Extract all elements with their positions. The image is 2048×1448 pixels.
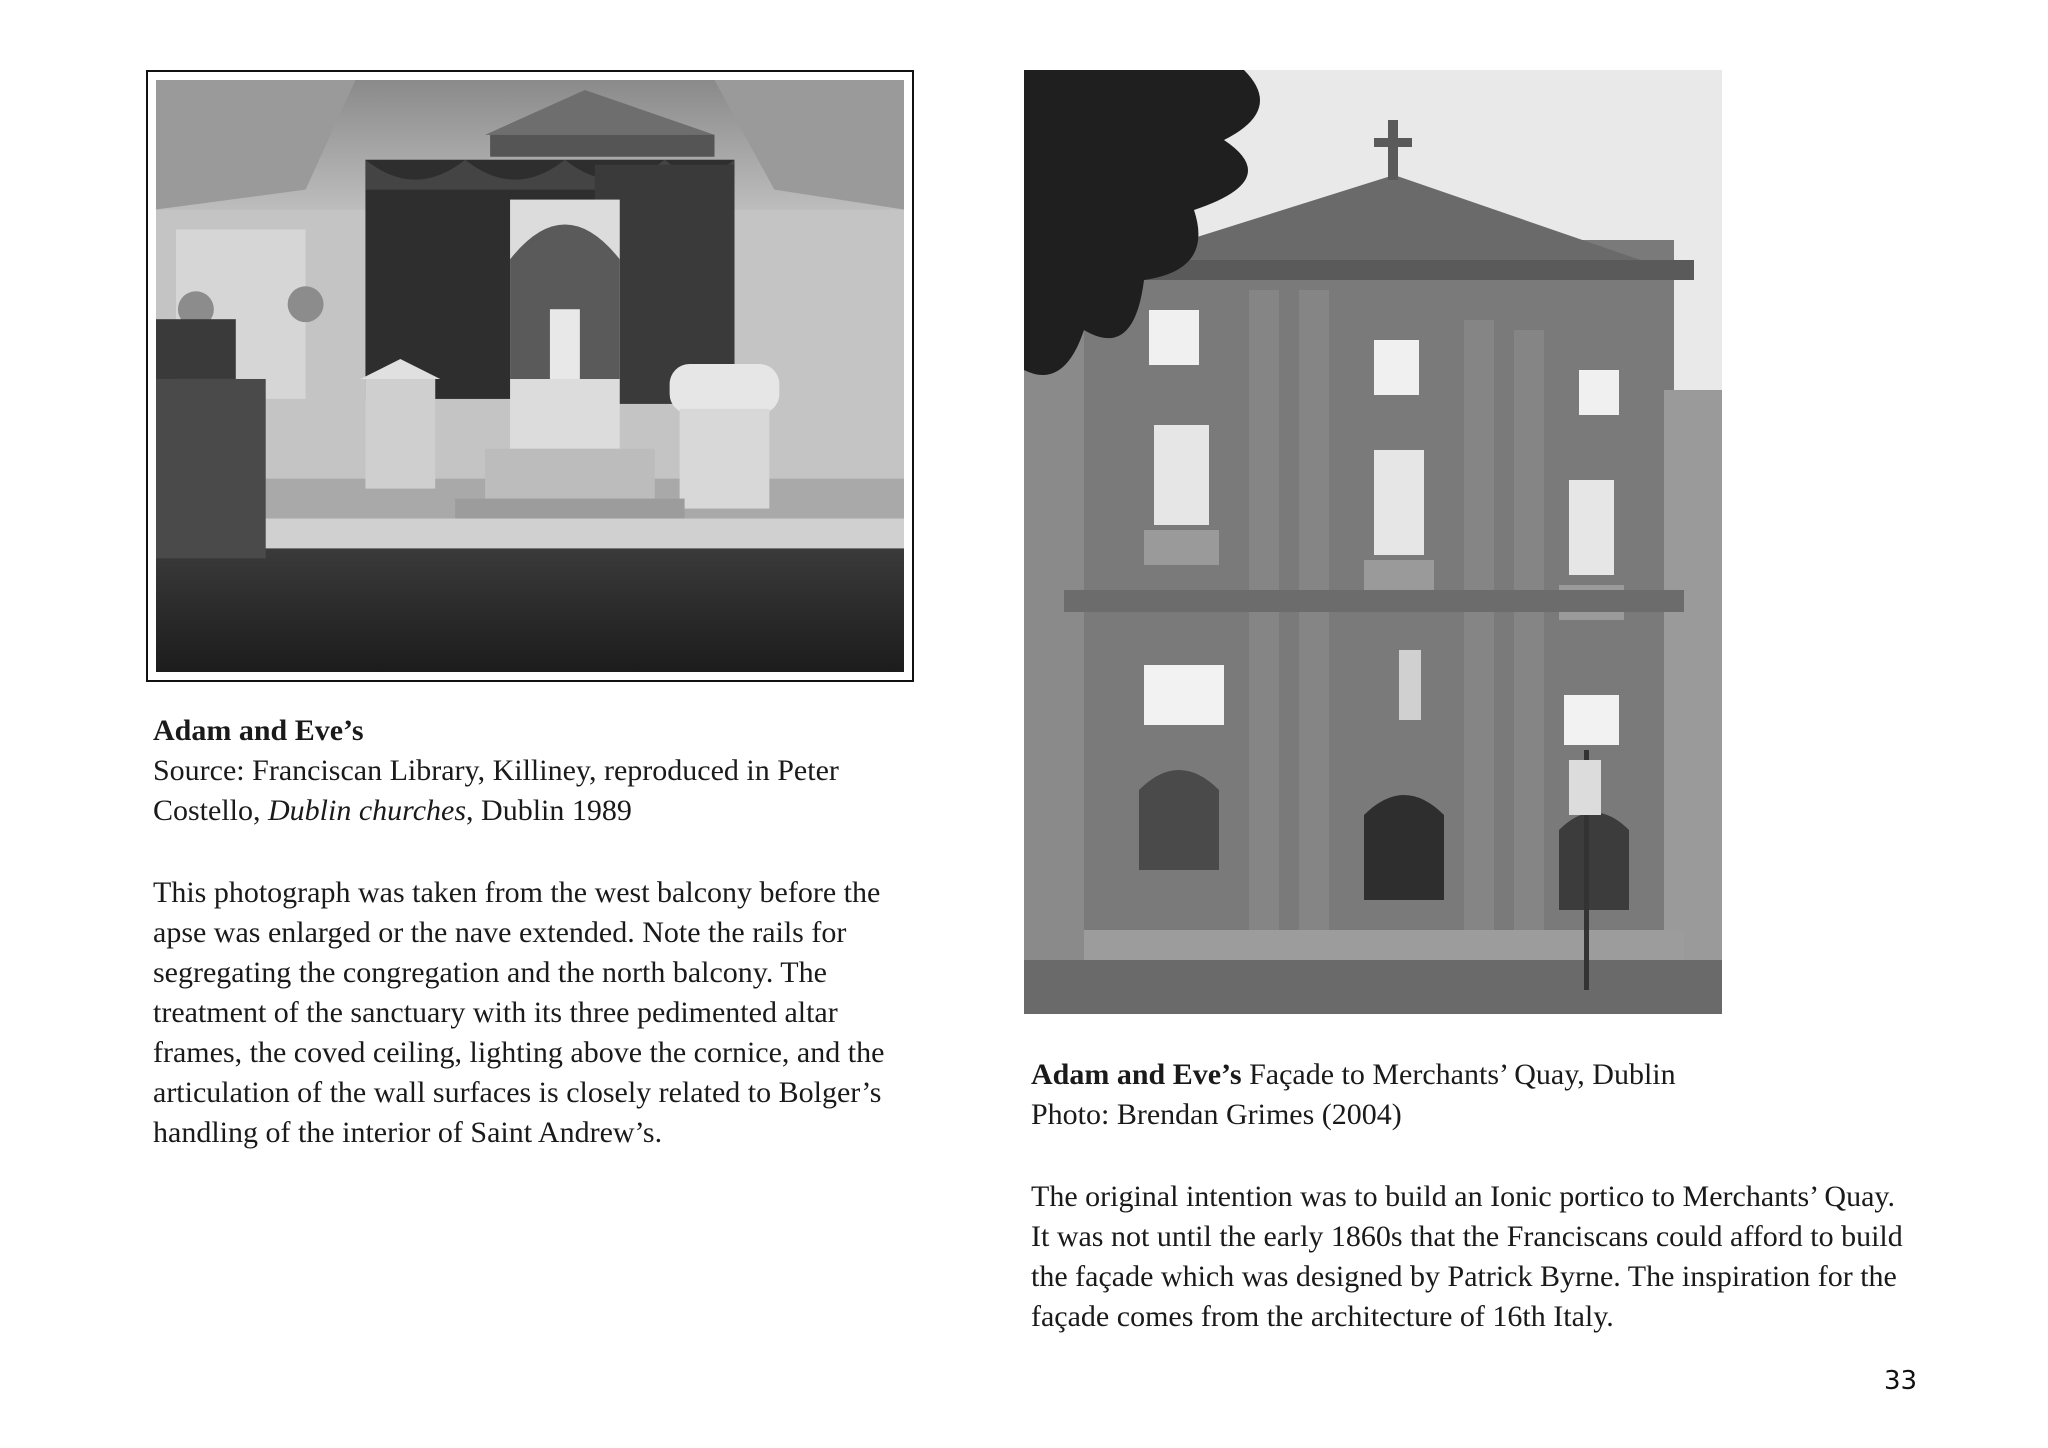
facade-caption-photo-credit: Photo: Brendan Grimes (2004) <box>1031 1098 1402 1131</box>
interior-description-line: segregating the congregation and the north balcony. The <box>153 956 827 989</box>
interior-description <box>153 873 913 1153</box>
facade-photograph <box>1024 70 1722 1014</box>
facade-description-line: It was not until the early 1860s that the Franciscans could afford to build <box>1031 1220 1903 1253</box>
facade-caption <box>1031 1055 1751 1135</box>
interior-description-line: treatment of the sanctuary with its three pedimented altar <box>153 996 838 1029</box>
interior-description-line: frames, the coved ceiling, lighting above the cornice, and the <box>153 1036 885 1069</box>
interior-caption-source-2 <box>153 791 913 831</box>
interior-description-line: apse was enlarged or the nave extended. Note the rails for <box>153 916 847 949</box>
interior-photo-image <box>156 80 904 672</box>
interior-caption <box>153 711 913 831</box>
facade-caption-title-line <box>1031 1055 1751 1095</box>
facade-caption-title: Adam and Eve’s <box>1031 1058 1242 1091</box>
facade-description-line: façade comes from the architecture of 16th Italy. <box>1031 1300 1614 1333</box>
source-book-title: Dublin churches <box>268 794 467 827</box>
source-line-2-post: , Dublin 1989 <box>466 794 632 827</box>
facade-description-line: The original intention was to build an Ionic portico to Merchants’ Quay. <box>1031 1180 1895 1213</box>
facade-description-line: the façade which was designed by Patrick Byrne. The inspiration for the <box>1031 1260 1897 1293</box>
source-line-1: Source: Franciscan Library, Killiney, reproduced in Peter <box>153 754 839 787</box>
page-number: 33 <box>1884 1366 1918 1396</box>
interior-caption-title: Adam and Eve’s <box>153 714 364 747</box>
facade-photo-image <box>1024 70 1722 1014</box>
interior-description-line: articulation of the wall surfaces is closely related to Bolger’s <box>153 1076 882 1109</box>
interior-caption-source <box>153 751 913 791</box>
interior-description-line: handling of the interior of Saint Andrew’s. <box>153 1116 663 1149</box>
facade-caption-subtitle: Façade to Merchants’ Quay, Dublin <box>1241 1058 1676 1091</box>
interior-description-line: This photograph was taken from the west balcony before the <box>153 876 881 909</box>
interior-photograph <box>146 70 914 682</box>
source-line-2-pre: Costello, <box>153 794 269 827</box>
facade-description <box>1031 1177 1961 1337</box>
